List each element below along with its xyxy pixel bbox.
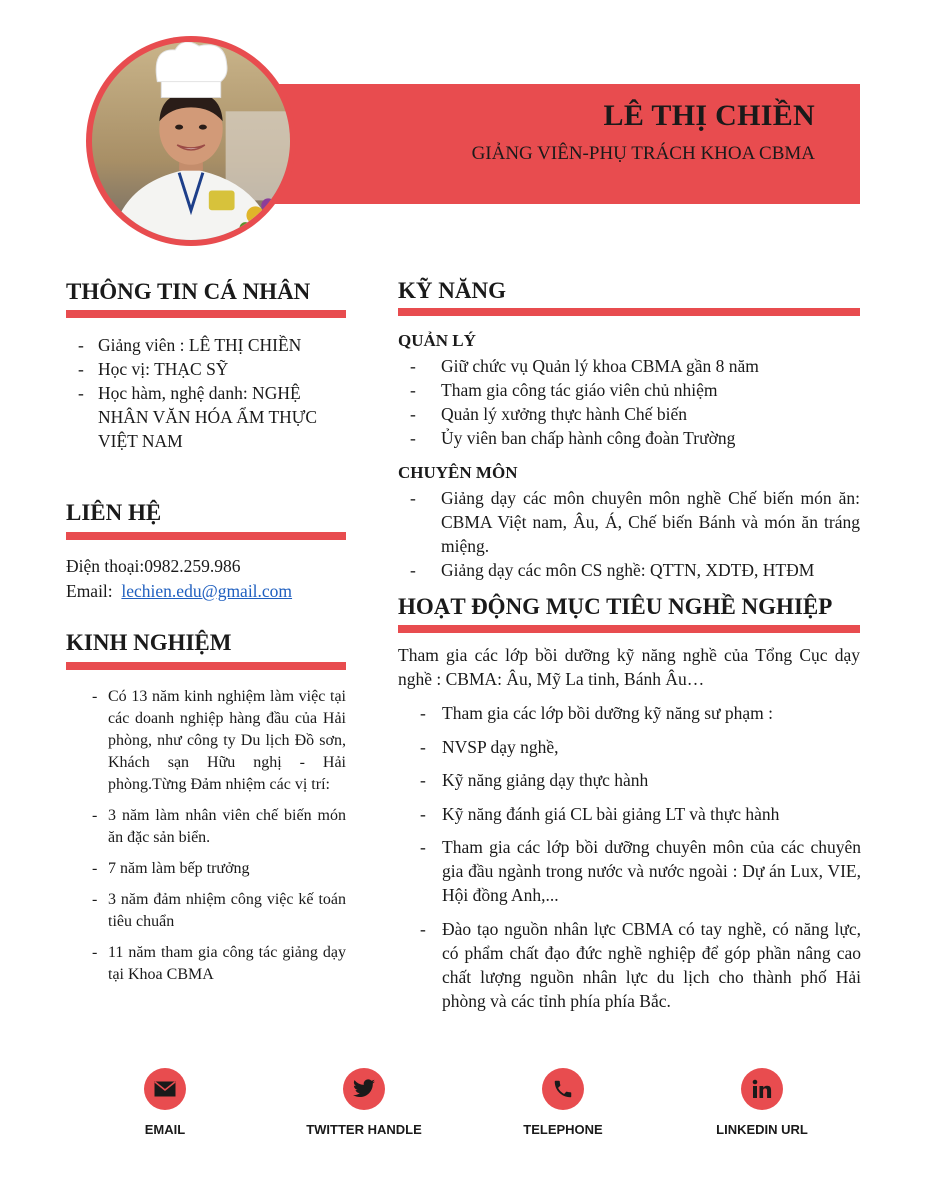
contact-title: LIÊN HỆ [66,500,162,525]
footer-linkedin-label: LINKEDIN URL [716,1122,808,1137]
list-item: - Giữ chức vụ Quản lý khoa CBMA gần 8 năm [398,354,860,378]
list-item: - Tham gia các lớp bồi dưỡng kỹ năng sư phạm : [418,701,861,725]
email-label: Email: [66,581,113,601]
list-item: - 7 năm làm bếp trưởng [90,858,346,880]
footer-twitter-label: TWITTER HANDLE [306,1122,422,1137]
management-title: QUẢN LÝ [398,331,476,350]
career-goals-divider [398,625,860,633]
contact-email-row [66,579,356,603]
list-item: - 11 năm tham gia công tác giảng dạy tại Khoa CBMA [90,942,346,986]
footer-email[interactable] [75,1068,255,1137]
phone-icon[interactable] [542,1068,584,1110]
envelope-icon[interactable] [144,1068,186,1110]
footer-email-label: EMAIL [144,1122,186,1137]
list-item: - Tham gia các lớp bồi dưỡng chuyên môn của các chuyên gia đầu ngành trong nước và nước ngoài : Dự án Lux, VIE, Hội đồng Anh,... [418,835,861,907]
footer-telephone[interactable] [473,1068,653,1137]
expertise-title: CHUYÊN MÔN [398,463,518,482]
expertise-list [398,486,860,582]
personal-info-divider [66,310,346,318]
linkedin-icon[interactable] [741,1068,783,1110]
list-item: - 3 năm đảm nhiệm công việc kế toán tiêu chuẩn [90,889,346,933]
list-item: - Học hàm, nghệ danh: NGHỆ NHÂN VĂN HÓA ẨM THỰC VIỆT NAM [66,381,326,453]
list-item: - Quản lý xưởng thực hành Chế biến [398,402,860,426]
list-item: - Ủy viên ban chấp hành công đoàn Trường [398,426,860,450]
career-goals-list [418,701,861,1022]
list-item: - Giảng viên : LÊ THỊ CHIỀN [66,333,356,357]
profile-photo [86,36,296,246]
personal-info-list [66,333,356,453]
chef-portrait-image [92,42,290,240]
personal-info-title: THÔNG TIN CÁ NHÂN [66,279,311,304]
skills-title: KỸ NĂNG [398,278,506,303]
list-item: - 3 năm làm nhân viên chế biến món ăn đặc sản biển. [90,805,346,849]
skills-divider [398,308,860,316]
list-item: - Tham gia công tác giáo viên chủ nhiệm [398,378,860,402]
footer-linkedin[interactable] [672,1068,852,1137]
experience-title: KINH NGHIỆM [66,630,232,655]
list-item: - Kỹ năng giảng dạy thực hành [418,768,861,792]
list-item: - Giảng dạy các môn chuyên môn nghề Chế biến món ăn: CBMA Việt nam, Âu, Á, Chế biến Bánh và món ăn tráng miệng. [398,486,860,558]
contact-divider [66,532,346,540]
person-name: LÊ THỊ CHIỀN [603,99,815,132]
list-item: - Có 13 năm kinh nghiệm làm việc tại các doanh nghiệp hàng đầu của Hải phòng, như công ty Du lịch Đồ sơn, Khách sạn Hữu nghị - Hải phòng.Từng Đảm nhiệm các vị trí: [90,686,346,796]
twitter-bird-icon[interactable] [343,1068,385,1110]
experience-divider [66,662,346,670]
list-item: - Học vị: THẠC SỸ [66,357,356,381]
list-item: - Giảng dạy các môn CS nghề: QTTN, XDTĐ, HTĐM [398,558,860,582]
list-item: - Đào tạo nguồn nhân lực CBMA có tay nghề, có năng lực, có phẩm chất đạo đức nghề nghiệp để góp phần nâng cao chất lượng nguồn nhân lực du lịch cho thành phố Hải phòng và các tỉnh phía phía Bắc. [418,917,861,1013]
list-item: - Kỹ năng đánh giá CL bài giảng LT và thực hành [418,802,861,826]
career-goals-intro: Tham gia các lớp bồi dưỡng kỹ năng nghề của Tổng Cục dạy nghề : CBMA: Âu, Mỹ La tinh, Bánh Âu… [398,645,860,689]
management-list [398,354,860,450]
contact-phone: Điện thoại:0982.259.986 [66,556,241,576]
person-role: GIẢNG VIÊN-PHỤ TRÁCH KHOA CBMA [471,143,815,164]
email-link[interactable]: lechien.edu@gmail.com [121,581,293,601]
footer-telephone-label: TELEPHONE [523,1122,603,1137]
experience-list [90,686,346,995]
footer-twitter[interactable] [274,1068,454,1137]
list-item: - NVSP dạy nghề, [418,735,861,759]
career-goals-title: HOẠT ĐỘNG MỤC TIÊU NGHỀ NGHIỆP [398,594,833,619]
